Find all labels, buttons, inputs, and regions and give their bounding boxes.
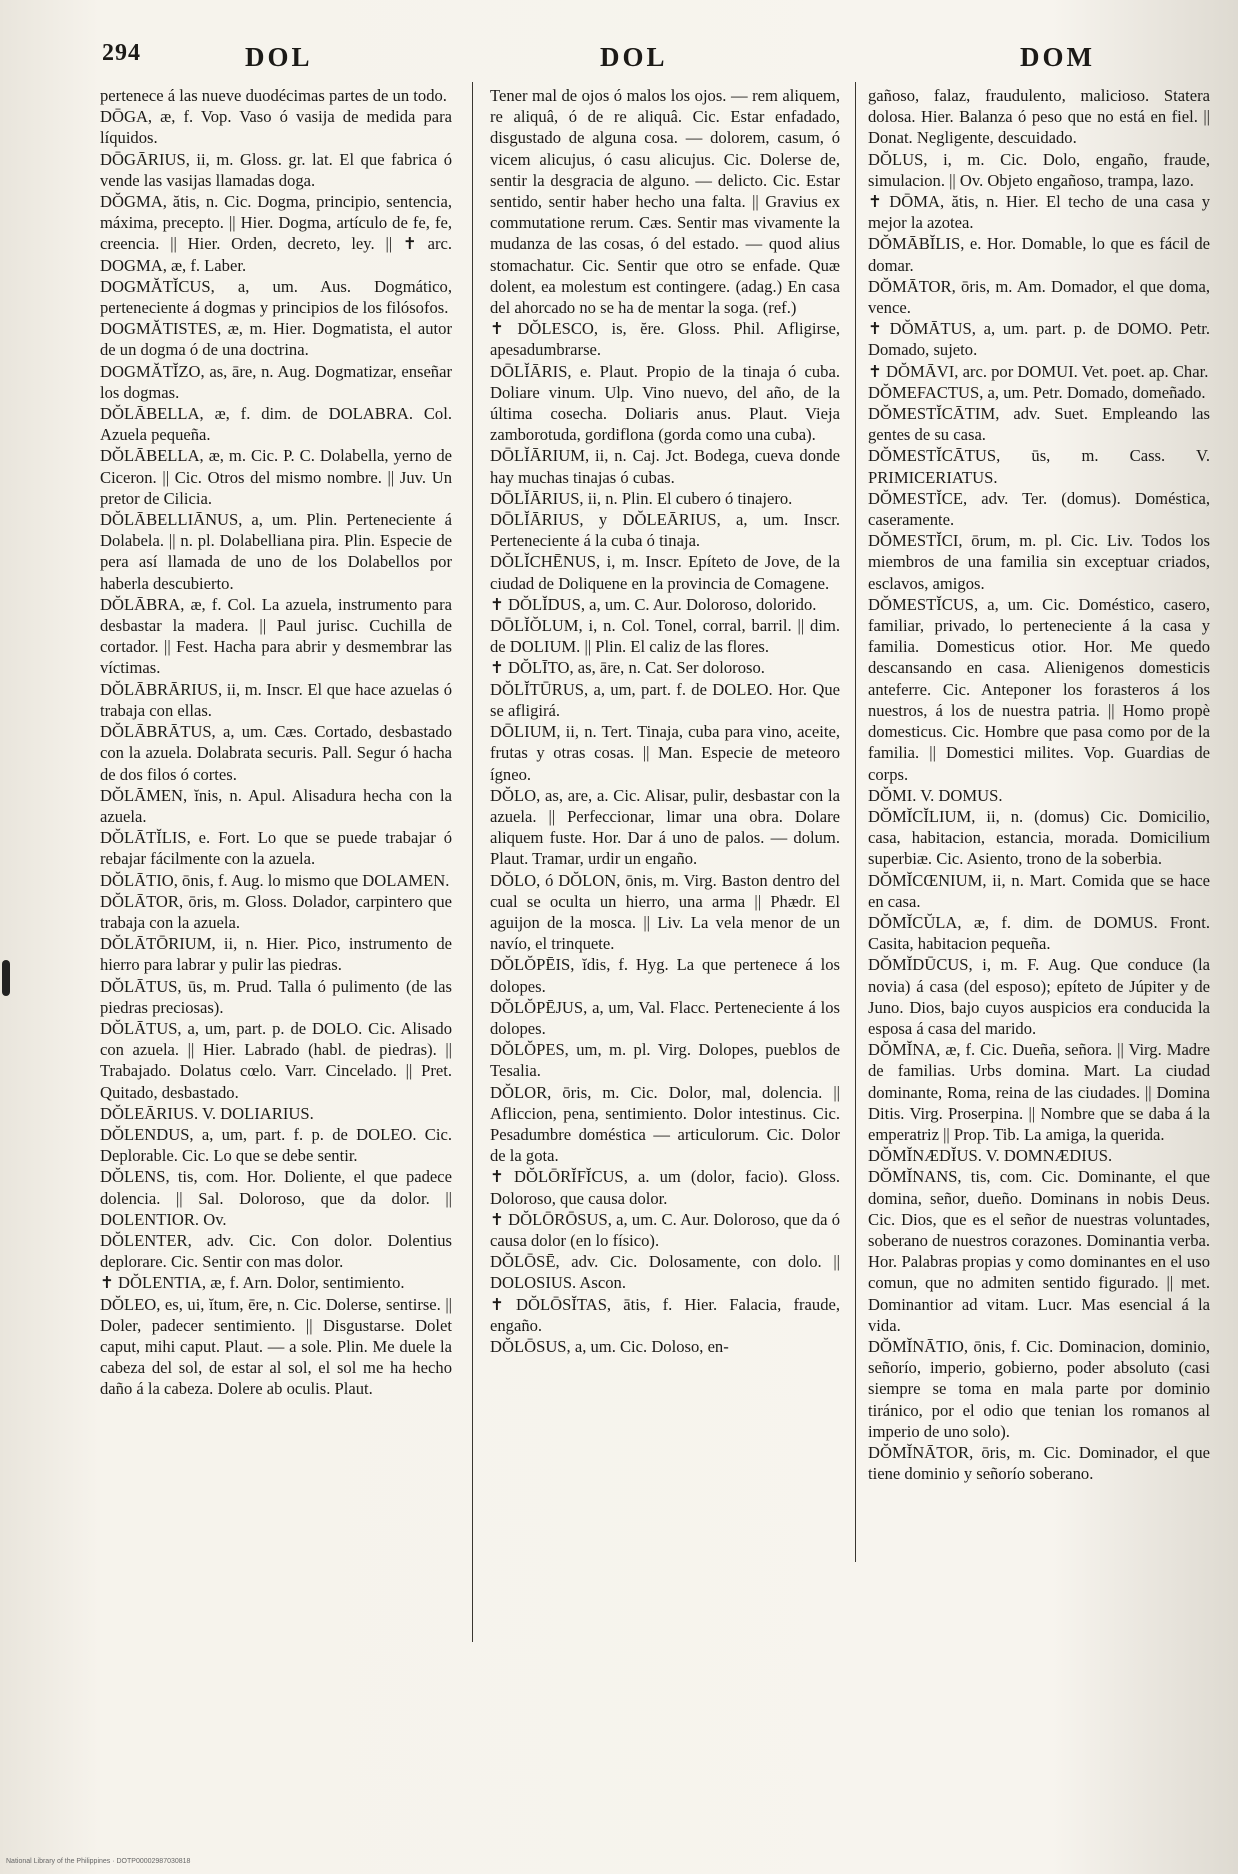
dictionary-entry: DŎLĀBRA, æ, f. Col. La azuela, instrumento para desbastar la madera. || Paul jurisc. Cuchilla de cortador. || Fest. Hacha para abrir y desmembrar las víctimas.: [100, 594, 452, 678]
dictionary-entry: DOGMĂTISTES, æ, m. Hier. Dogmatista, el autor de un dogma ó de una doctrina.: [100, 319, 452, 360]
dictionary-entry: DŎLEĀRIUS. V. DOLIARIUS.: [100, 1103, 314, 1123]
dictionary-entry: ✝ DŎLŌRĬFĬCUS, a. um (dolor, facio). Gloss. Doloroso, que causa dolor.: [490, 1167, 840, 1208]
dictionary-entry: pertenece á las nueve duodécimas partes de un todo.: [100, 86, 447, 105]
column-middle: [490, 85, 840, 1357]
dictionary-entry: DŎLOR, ōris, m. Cic. Dolor, mal, dolencia. || Afliccion, pena, sentimiento. Dolor intestinus. Cic. Pesadumbre doméstica — articulorum. Cic. Dolor de la gota.: [490, 1082, 840, 1166]
column-divider-left: [472, 82, 473, 1642]
dictionary-entry: DŎMESTĬCI, ōrum, m. pl. Cic. Liv. Todos los miembros de una familia sin exceptuar criados, esclavos, amigos.: [868, 531, 1210, 593]
dictionary-entry: ✝ DŌMA, ătis, n. Hier. El techo de una casa y mejor la azotea.: [868, 192, 1210, 233]
dictionary-entry: DŎMĬNA, æ, f. Cic. Dueña, señora. || Virg. Madre de familias. Urbs domina. Mart. La ciudad dominante, Roma, reina de las ciudades. || Domina Ditis. Virg. Proserpina. || Nombre que se daba á la emperatriz || Prop. Tib. La amiga, la querida.: [868, 1040, 1210, 1144]
dictionary-entry: DŎMEFACTUS, a, um. Petr. Domado, domeñado.: [868, 382, 1206, 402]
dictionary-entry: DŎLĀTŌRIUM, ii, n. Hier. Pico, instrumento de hierro para labrar y pulir las piedras.: [100, 934, 452, 975]
dictionary-entry: ✝ DŎLESCO, is, ĕre. Gloss. Phil. Afligirse, apesadumbrarse.: [490, 319, 840, 360]
dictionary-entry: DŎLŌSĒ, adv. Cic. Dolosamente, con dolo. || DOLOSIUS. Ascon.: [490, 1252, 840, 1293]
dictionary-entry: DŎLĀBRĀTUS, a, um. Cæs. Cortado, desbastado con la azuela. Dolabrata securis. Pall. Segur ó hacha de dos filos ó cortes.: [100, 722, 452, 784]
dictionary-entry: DŎMESTĬCĀTIM, adv. Suet. Empleando las gentes de su casa.: [868, 404, 1210, 445]
dictionary-entry: DŎMESTĬCUS, a, um. Cic. Doméstico, casero, familiar, privado, lo perteneciente á la casa y familia. Domesticus otior. Hor. Me quedo descansando en casa. Alienigenos domesticis anteferre. Cic. Anteponer los forasteros á los nuestros, á los de nuestra patria. || Homo propè domesticus. Cic. Hombre que pasa como por de la familia. || Domestici milites. Vop. Guardias de corps.: [868, 594, 1210, 784]
dictionary-entry: DŎLEO, es, ui, ĭtum, ēre, n. Cic. Dolerse, sentirse. || Doler, padecer sentimiento. || Disgustarse. Dolet caput, mihi caput. Plaut. — a sole. Plin. Me duele la cabeza del sol, de estar al sol, el sol me ha hecho daño á la cabeza. Dolere ab oculis. Plaut.: [100, 1294, 452, 1399]
dictionary-entry: DŎMĬCŬLA, æ, f. dim. de DOMUS. Front. Casita, habitacion pequeña.: [868, 912, 1210, 954]
scan-footer: National Library of the Philippines · DOTP00002987030818: [6, 1858, 191, 1865]
dictionary-entry: DŎLENDUS, a, um, part. f. p. de DOLEO. Cic. Deplorable. Cic. Lo que se debe sentir.: [100, 1124, 452, 1166]
dictionary-entry: DŌLIUM, ii, n. Tert. Tinaja, cuba para vino, aceite, frutas y otras cosas. || Man. Especie de meteoro ígneo.: [490, 722, 840, 784]
dictionary-entry: Tener mal de ojos ó malos los ojos. — rem aliquem, re aliquâ, ó de re aliquâ. Cic. Estar enfadado, disgustado de alguna cosa. — dolorem, casum, ó vicem alicujus, ó casu alicujus. Cic. Dolerse de, sentir la desgracia de alguno. — delicto. Cic. Estar sentido, sentir haber hecho una falta. || Gravius ex commutatione rerum. Cæs. Sentir mas vivamente la mudanza de las cosas, ó del estado. — quod alius stomachatur. Cic. Sentir que otro se enfade. Quæ dolent, ea molestum est contingere. (adag.) En casa del ahorcado no se ha de mentar la soga. (ref.): [490, 86, 840, 318]
dictionary-entry: DŌLĬĀRIUS, y DŎLEĀRIUS, a, um. Inscr. Perteneciente á la cuba ó tinaja.: [490, 510, 840, 551]
dictionary-entry: ✝ DŎLŌRŌSUS, a, um. C. Aur. Doloroso, que da ó causa dolor (en lo físico).: [490, 1209, 840, 1250]
dictionary-entry: DŌLĬŎLUM, i, n. Col. Tonel, corral, barril. || dim. de DOLIUM. || Plin. El caliz de las flores.: [490, 616, 840, 657]
dictionary-entry: DOGMĂTĬZO, as, āre, n. Aug. Dogmatizar, enseñar los dogmas.: [100, 361, 452, 402]
dictionary-entry: DŎMĀBĬLIS, e. Hor. Domable, lo que es fácil de domar.: [868, 234, 1210, 275]
dictionary-entry: DŎMĬNĀTOR, ōris, m. Cic. Dominador, el que tiene dominio y señorío soberano.: [868, 1443, 1210, 1484]
column-left: [100, 85, 452, 1400]
dictionary-entry: ✝ DŎLĪTO, as, āre, n. Cat. Ser doloroso.: [490, 658, 765, 678]
dictionary-entry: DŎLĀBELLIĀNUS, a, um. Plin. Perteneciente á Dolabela. || n. pl. Dolabelliana pira. Plin. Especie de pera así llamada de uno de los Dolabellos por haberla descubierto.: [100, 510, 452, 593]
dictionary-entry: DŎLĀTOR, ōris, m. Gloss. Dolador, carpintero que trabaja con la azuela.: [100, 891, 452, 932]
dictionary-entry: DŎMĬDŪCUS, i, m. F. Aug. Que conduce (la novia) á casa (del esposo); epíteto de Júpiter y de Juno. Dios, bajo cuyos auspicios era conducida la esposa á casa del marido.: [868, 955, 1210, 1038]
dictionary-entry: DŎLĀTĬLIS, e. Fort. Lo que se puede trabajar ó rebajar fácilmente con la azuela.: [100, 828, 452, 869]
dictionary-entry: DŎMĬCŒNIUM, ii, n. Mart. Comida que se hace en casa.: [868, 870, 1210, 911]
dictionary-entry: DŎLŎPĒIS, ĭdis, f. Hyg. La que pertenece á los dolopes.: [490, 955, 840, 996]
dictionary-entry: DŌGĀRIUS, ii, m. Gloss. gr. lat. El que fabrica ó vende las vasijas llamadas doga.: [100, 149, 452, 190]
dictionary-entry: ✝ DŎMĀTUS, a, um. part. p. de DOMO. Petr. Domado, sujeto.: [868, 319, 1210, 360]
dictionary-entry: DŎLĀBRĀRIUS, ii, m. Inscr. El que hace azuelas ó trabaja con ellas.: [100, 679, 452, 720]
dictionary-entry: DŎMESTĬCĀTUS, ūs, m. Cass. V. PRIMICERIATUS.: [868, 446, 1210, 487]
dictionary-entry: DŎLO, as, are, a. Cic. Alisar, pulir, desbastar con la azuela. || Perfeccionar, limar una obra. Dolare aliquem fuste. Hor. Dar á uno de palos. — dolum. Plaut. Tramar, urdir un engaño.: [490, 785, 840, 869]
dictionary-entry: DŎLENS, tis, com. Hor. Doliente, el que padece dolencia. || Sal. Doloroso, que da dolor. || DOLENTIOR. Ov.: [100, 1167, 452, 1229]
dictionary-entry: ✝ DŎLENTIA, æ, f. Arn. Dolor, sentimiento.: [100, 1273, 405, 1293]
dictionary-entry: ✝ DŎLĬDUS, a, um. C. Aur. Doloroso, dolorido.: [490, 594, 817, 614]
dictionary-entry: gañoso, falaz, fraudulento, malicioso. Statera dolosa. Hier. Balanza ó peso que no está en fiel. || Donat. Negligente, descuidado.: [868, 86, 1210, 148]
dictionary-entry: DŎLENTER, adv. Cic. Con dolor. Dolentius deplorare. Cic. Sentir con mas dolor.: [100, 1230, 452, 1272]
guide-word-right: DOM: [1020, 42, 1095, 72]
dictionary-entry: DŎMĀTOR, ōris, m. Am. Domador, el que doma, vence.: [868, 276, 1210, 318]
guide-word-center: DOL: [600, 42, 668, 72]
dictionary-entry: DŎLĀMEN, ĭnis, n. Apul. Alisadura hecha con la azuela.: [100, 785, 452, 826]
dictionary-entry: DŎMĬNANS, tis, com. Cic. Dominante, el que domina, señor, dueño. Dominans in nobis Deus. Cic. Dios, que es el señor de nuestras voluntades, soberano de nuestros corazones. Dominantia verba. Hor. Palabras propias y como dominantes en el uso comun, que no admiten sentido figurado. || met. Dominantior ad vitam. Lucr. Mas esencial á la vida.: [868, 1167, 1210, 1335]
column-right: [868, 85, 1210, 1484]
dictionary-entry: DŎMĬCĬLIUM, ii, n. (domus) Cic. Domicilio, casa, habitacion, estancia, morada. Domicilium superbiæ. Cic. Asiento, trono de la soberbia.: [868, 806, 1210, 869]
dictionary-entry: DŎMESTĬCE, adv. Ter. (domus). Doméstica, caseramente.: [868, 488, 1210, 530]
dictionary-entry: DŎLŌSUS, a, um. Cic. Doloso, en-: [490, 1336, 729, 1356]
column-divider-right: [855, 82, 856, 1562]
dictionary-entry: DŎLĀTUS, a, um, part. p. de DOLO. Cic. Alisado con azuela. || Hier. Labrado (habl. de piedras). || Trabajado. Dolatus cœlo. Varr. Cincelado. || Pret. Quitado, desbastado.: [100, 1018, 452, 1102]
dictionary-entry: DŎLO, ó DŎLON, ōnis, m. Virg. Baston dentro del cual se oculta un hierro, una arma || Phædr. El aguijon de la mosca. || Liv. La vela menor de un navío, el trinquete.: [490, 870, 840, 954]
dictionary-entry: DŎMĬNÆDĬUS. V. DOMNÆDIUS.: [868, 1146, 1113, 1166]
dictionary-entry: DŎGMA, ătis, n. Cic. Dogma, principio, sentencia, máxima, precepto. || Hier. Dogma, artículo de fe, fe, creencia. || Hier. Orden, decreto, ley. || ✝ arc. DOGMA, æ, f. Laber.: [100, 192, 452, 275]
dictionary-entry: DŎLŎPES, um, m. pl. Virg. Dolopes, pueblos de Tesalia.: [490, 1040, 840, 1081]
running-header: [0, 30, 1238, 80]
dictionary-entry: DŎLĀBELLA, æ, m. Cic. P. C. Dolabella, yerno de Ciceron. || Cic. Otros del mismo nombre. || Juv. Un pretor de Cilicia.: [100, 446, 452, 508]
dictionary-entry: DŌLĬĀRIUM, ii, n. Caj. Jct. Bodega, cueva donde hay muchas tinajas ó cubas.: [490, 446, 840, 487]
dictionary-entry: DOGMĂTĬCUS, a, um. Aus. Dogmático, perteneciente á dogmas y principios de los filósofos.: [100, 276, 452, 318]
ink-blot: [2, 960, 10, 996]
guide-word-left: DOL: [245, 42, 313, 72]
dictionary-entry: DŎLĀTIO, ōnis, f. Aug. lo mismo que DOLAMEN.: [100, 870, 450, 890]
dictionary-entry: DŎMĬNĀTIO, ōnis, f. Cic. Dominacion, dominio, señorío, imperio, gobierno, poder absoluto (casi siempre se toma en mala parte por dominio tiránico, por el odio que tenian los romanos al imperio de uno solo).: [868, 1336, 1210, 1441]
page-number: 294: [102, 40, 141, 66]
dictionary-entry: ✝ DŎMĀVI, arc. por DOMUI. Vet. poet. ap. Char.: [868, 361, 1209, 381]
dictionary-entry: DŎLUS, i, m. Cic. Dolo, engaño, fraude, simulacion. || Ov. Objeto engañoso, trampa, lazo.: [868, 149, 1210, 190]
dictionary-entry: DŌLĬĀRIUS, ii, n. Plin. El cubero ó tinajero.: [490, 488, 793, 508]
dictionary-entry: DŎLĬCHĒNUS, i, m. Inscr. Epíteto de Jove, de la ciudad de Doliquene en la provincia de Comagene.: [490, 552, 840, 593]
dictionary-entry: DŌLĬĀRIS, e. Plaut. Propio de la tinaja ó cuba. Doliare vinum. Ulp. Vino nuevo, del año, de la última cosecha. Doliaris anus. Plaut. Vieja zamborotuda, gordiflona (gorda como una cuba).: [490, 361, 840, 445]
dictionary-entry: ✝ DŎLŌSĬTAS, ātis, f. Hier. Falacia, fraude, engaño.: [490, 1294, 840, 1335]
dictionary-entry: DŌGA, æ, f. Vop. Vaso ó vasija de medida para líquidos.: [100, 107, 452, 148]
dictionary-entry: DŎLŎPĒJUS, a, um, Val. Flacc. Perteneciente á los dolopes.: [490, 997, 840, 1038]
dictionary-entry: DŎMI. V. DOMUS.: [868, 785, 1003, 805]
dictionary-entry: DŎLĬTŪRUS, a, um, part. f. de DOLEO. Hor. Que se afligirá.: [490, 679, 840, 720]
dictionary-entry: DŎLĀBELLA, æ, f. dim. de DOLABRA. Col. Azuela pequeña.: [100, 404, 452, 445]
dictionary-entry: DŎLĀTUS, ūs, m. Prud. Talla ó pulimento (de las piedras preciosas).: [100, 976, 452, 1017]
